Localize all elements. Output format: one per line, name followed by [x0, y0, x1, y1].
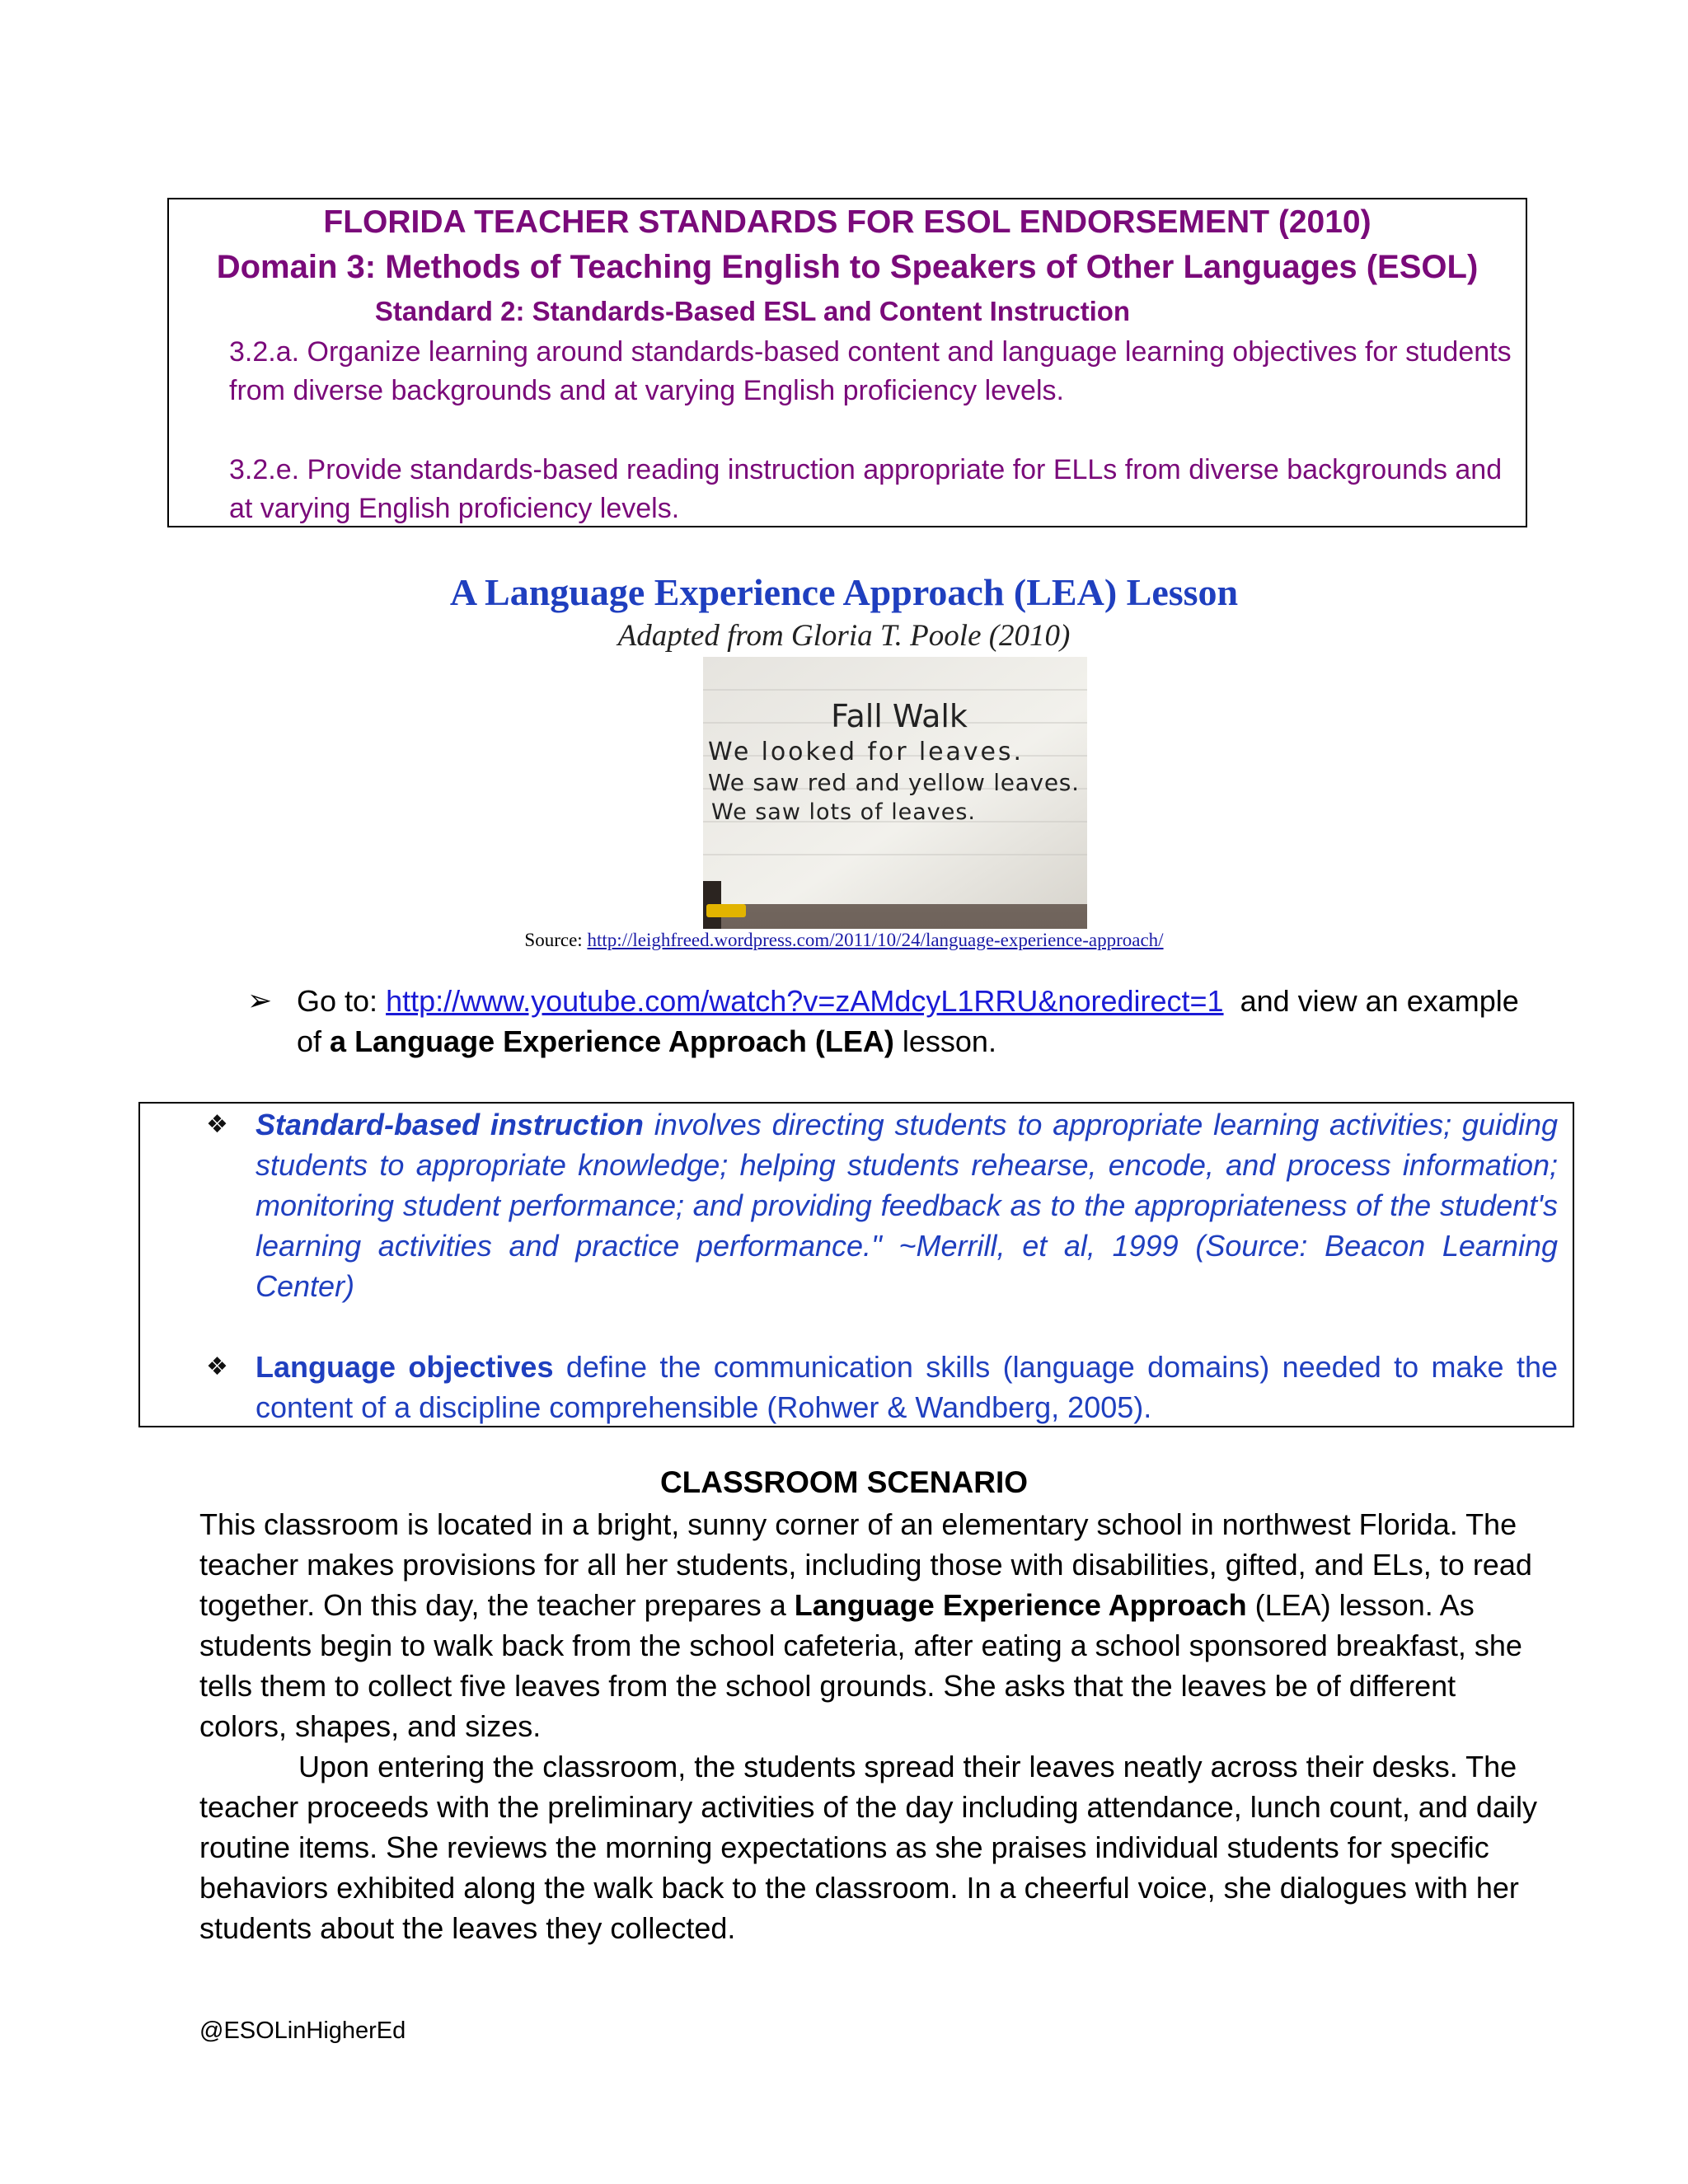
standards-title: FLORIDA TEACHER STANDARDS FOR ESOL ENDORSEMENT (2010) [323, 204, 1372, 240]
goto-suffix: lesson. [902, 1024, 996, 1058]
goto-middle: and view an example of [297, 984, 1519, 1058]
definition-1-text: involves directing students to appropriate learning activities; guiding students to appropriate knowledge; helping students rehearse, encode, and process information; monitoring student performance; and providing feedback as to the appropriateness of the student's learning activities and practice performance." ~Merrill, et al, 1999 (Source: Beacon Learning Center) [256, 1108, 1559, 1303]
definition-standard-based [256, 1104, 1558, 1306]
definitions-box [138, 1102, 1574, 1427]
definition-2-lead: Language objectives [256, 1350, 554, 1384]
goto-instruction [297, 981, 1533, 1062]
photo-source [0, 930, 1688, 951]
diamond-bullet-icon: ❖ [206, 1111, 228, 1138]
scenario-p1-start: This classroom is located in a bright, sunny corner of an elementary school in northwest Florida. The teacher makes provisions for all her students, including those with disabilities, gifted, and ELs, to read together. On this day, the teacher prepares a [199, 1507, 1532, 1622]
goto-bold: a Language Experience Approach (LEA) [330, 1024, 894, 1058]
scenario-paragraph-2: Upon entering the classroom, the students spread their leaves neatly across their desks. The teacher proceeds with the preliminary activities of the day including attendance, lunch count, and daily routine items. She reviews the morning expectations as she praises individual students for specific behaviors exhibited along the walk back to the classroom. In a cheerful voice, she dialogues with her students about the leaves they collected. [199, 1750, 1537, 1945]
marker-icon [706, 904, 746, 917]
photo-chart-title: Fall Walk [831, 698, 968, 734]
lesson-title: A Language Experience Approach (LEA) Lesson [449, 571, 1239, 613]
photo-line-3: We saw lots of leaves. [711, 799, 975, 825]
arrow-bullet-icon: ➢ [247, 983, 273, 1017]
definition-language-objectives [256, 1347, 1558, 1427]
scenario-p1-bold: Language Experience Approach [794, 1588, 1247, 1622]
standards-box [167, 198, 1527, 527]
definition-1-lead: Standard-based instruction [256, 1108, 644, 1141]
goto-prefix: Go to: [297, 984, 378, 1018]
source-label: Source: [524, 930, 583, 950]
scenario-body [199, 1504, 1551, 1948]
footer-handle: @ESOLinHigherEd [199, 2018, 406, 2044]
standard-item-3-2-a: 3.2.a. Organize learning around standards-based content and language learning objectives for students from diverse backgrounds and at varying English proficiency levels. [229, 336, 1512, 406]
definition-2-text: define the communication skills (language domains) needed to make the content of a discipline comprehensible (Rohwer & Wandberg, 2005). [256, 1350, 1558, 1424]
standard-item-3-2-e: 3.2.e. Provide standards-based reading instruction appropriate for ELLs from diverse backgrounds and at varying English proficiency levels. [229, 454, 1503, 524]
photo-line-1: We looked for leaves. [708, 738, 1021, 766]
fall-walk-photo [703, 657, 1087, 929]
standards-domain: Domain 3: Methods of Teaching English to Speakers of Other Languages (ESOL) [216, 249, 1479, 285]
standards-standard: Standard 2: Standards-Based ESL and Content Instruction [374, 296, 1131, 326]
scenario-paragraph-1 [199, 1504, 1551, 1746]
scenario-heading: CLASSROOM SCENARIO [659, 1465, 1029, 1499]
diamond-bullet-icon: ❖ [206, 1353, 228, 1380]
lesson-subtitle: Adapted from Gloria T. Poole (2010) [617, 619, 1071, 653]
youtube-link[interactable]: http://www.youtube.com/watch?v=zAMdcyL1RRU&noredirect=1 [386, 984, 1224, 1018]
source-link[interactable]: http://leighfreed.wordpress.com/2011/10/24/language-experience-approach/ [587, 930, 1164, 950]
scenario-p1-end: (LEA) lesson. As students begin to walk back from the school cafeteria, after eating a school sponsored breakfast, she tells them to collect five leaves from the school grounds. She asks that the leaves be of different colors, shapes, and sizes. [199, 1588, 1522, 1743]
photo-line-2: We saw red and yellow leaves. [708, 769, 1079, 796]
